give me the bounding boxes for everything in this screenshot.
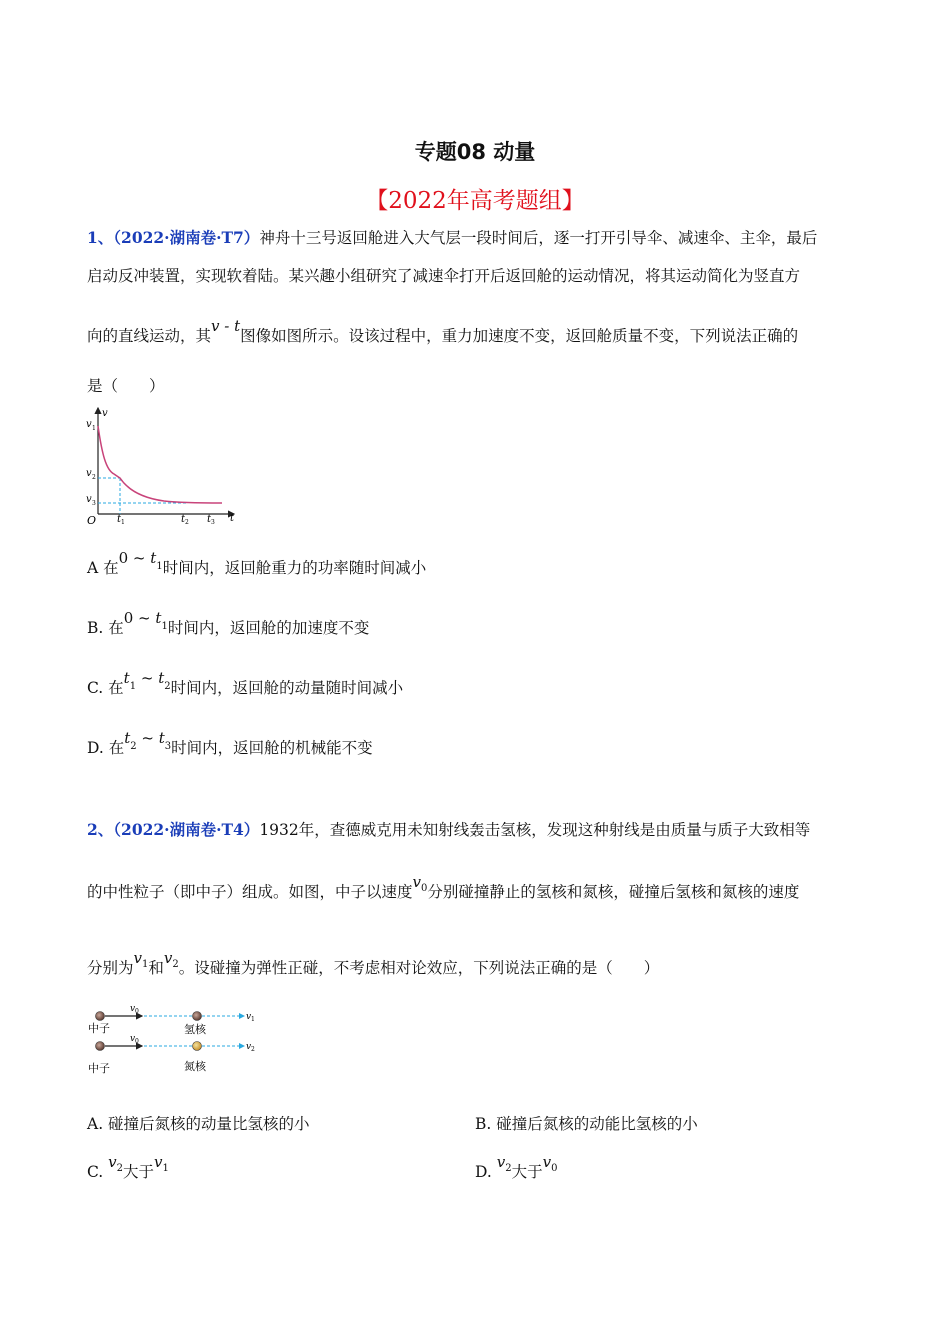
q2-text-line3a: 分别为 bbox=[87, 959, 134, 977]
v0-sub-row1: 0 bbox=[135, 1008, 139, 1015]
q2-line2 bbox=[87, 873, 867, 905]
q1-option-b-text: 时间内，返回舱的加速度不变 bbox=[167, 619, 370, 637]
q1-option-b-prefix: B. 在 bbox=[87, 619, 124, 637]
q2-number: 2、 bbox=[87, 820, 114, 839]
nitrogen-label: 氮核 bbox=[184, 1060, 206, 1073]
nitrogen-ball bbox=[193, 1042, 202, 1051]
hydrogen-ball bbox=[193, 1012, 202, 1021]
q2-v0-symbol: v bbox=[412, 873, 421, 891]
graph-v3-sub: 3 bbox=[92, 500, 96, 507]
graph-v2-sub: 2 bbox=[92, 474, 96, 481]
graph-t3-sub: 3 bbox=[211, 519, 215, 526]
neutron-ball-row2 bbox=[96, 1042, 105, 1051]
q1-option-c-tilde: ~ bbox=[136, 669, 159, 687]
q2-text-line2b: 分别碰撞静止的氢核和氮核，碰撞后氢核和氮核的速度 bbox=[427, 883, 800, 901]
q1-vt-symbol: v - t bbox=[211, 317, 241, 335]
q1-option-a-t: t bbox=[150, 549, 157, 567]
q1-option-c-sub2: 2 bbox=[164, 681, 171, 692]
q2-option-c-sub1: 1 bbox=[162, 1163, 169, 1174]
q2-option-c-v1: v bbox=[154, 1153, 163, 1171]
q2-and: 和 bbox=[148, 959, 164, 977]
graph-t1-sub: 1 bbox=[121, 519, 125, 526]
v0-label-row1: v bbox=[130, 1004, 136, 1014]
q1-option-c-prefix: C. 在 bbox=[87, 679, 124, 697]
q2-option-d-v2: v bbox=[496, 1153, 506, 1171]
q1-text-line4: 是（ ） bbox=[87, 377, 165, 395]
q2-option-d-sub0: 0 bbox=[551, 1163, 558, 1174]
q1-option-d-t1: t bbox=[124, 729, 131, 747]
q1-line3 bbox=[87, 317, 867, 346]
q1-option-d-tilde: ~ bbox=[136, 729, 159, 747]
q2-option-c-sub2: 2 bbox=[116, 1163, 124, 1174]
q1-option-c-sub1: 1 bbox=[129, 681, 137, 692]
graph-velocity-curve bbox=[98, 426, 222, 503]
graph-t2-label: t bbox=[181, 514, 186, 525]
collision-diagram bbox=[86, 1004, 266, 1080]
q2-option-d[interactable] bbox=[475, 1153, 558, 1182]
q1-option-a[interactable] bbox=[87, 549, 427, 578]
graph-t3-label: t bbox=[207, 514, 212, 525]
q2-option-d-prefix: D. bbox=[475, 1163, 492, 1181]
q1-option-b-t: t bbox=[155, 609, 162, 627]
q2-v1-sub: 1 bbox=[142, 959, 149, 970]
q2-option-c-mid: 大于 bbox=[123, 1163, 155, 1181]
graph-origin-label: O bbox=[87, 514, 97, 526]
v2-label: v bbox=[246, 1042, 252, 1052]
q2-v2-symbol: v bbox=[163, 949, 173, 967]
q1-number: 1、 bbox=[87, 228, 114, 247]
neutron-ball-row1 bbox=[96, 1012, 105, 1021]
q1-option-d-sub1: 2 bbox=[130, 741, 137, 752]
q2-option-c-prefix: C. bbox=[87, 1163, 104, 1181]
q2-line3 bbox=[87, 949, 867, 981]
q2-option-d-v0: v bbox=[542, 1153, 552, 1171]
q1-source: （2022·湖南卷·T7） bbox=[113, 228, 260, 247]
q1-line1 bbox=[87, 228, 867, 248]
graph-x-label: t bbox=[230, 513, 235, 524]
q1-option-d-sub2: 3 bbox=[164, 741, 172, 752]
hydrogen-label: 氢核 bbox=[184, 1023, 206, 1036]
graph-t1-label: t bbox=[117, 514, 122, 525]
q2-option-d-mid: 大于 bbox=[511, 1163, 543, 1181]
q1-option-d-t2: t bbox=[158, 729, 165, 747]
q2-option-c-v2: v bbox=[108, 1153, 117, 1171]
v1-label: v bbox=[246, 1012, 252, 1022]
q2-line1 bbox=[87, 820, 867, 840]
q1-option-a-from: 0 ~ bbox=[118, 549, 151, 567]
q2-text-line3b: 。设碰撞为弹性正碰，不考虑相对论效应，下列说法正确的是（ ） bbox=[178, 959, 660, 977]
graph-v2-label: v bbox=[86, 468, 92, 479]
q1-text-line3a: 向的直线运动，其 bbox=[87, 327, 212, 345]
v1-sub: 1 bbox=[251, 1016, 255, 1023]
graph-t2-sub: 2 bbox=[185, 519, 189, 526]
q1-option-c-text: 时间内，返回舱的动量随时间减小 bbox=[170, 679, 404, 697]
vt-graph bbox=[84, 402, 254, 526]
q1-option-c-t2: t bbox=[158, 669, 165, 687]
v0-label-row2: v bbox=[130, 1034, 136, 1044]
q1-option-b[interactable] bbox=[87, 609, 370, 638]
q1-option-d[interactable] bbox=[87, 729, 373, 758]
q2-text-line1: 1932年，查德威克用未知射线轰击氢核，发现这种射线是由质量与质子大致相等 bbox=[259, 821, 811, 839]
page-title: 专题08 动量 bbox=[414, 140, 536, 164]
v2-sub: 2 bbox=[251, 1046, 255, 1053]
q2-option-a[interactable]: A. 碰撞后氮核的动量比氢核的小 bbox=[87, 1115, 310, 1133]
q1-option-d-text: 时间内，返回舱的机械能不变 bbox=[171, 739, 373, 757]
q1-option-a-text: 时间内，返回舱重力的功率随时间减小 bbox=[162, 559, 427, 577]
graph-v3-label: v bbox=[86, 494, 92, 505]
q1-option-a-prefix: A 在 bbox=[87, 559, 119, 577]
graph-v1-label: v bbox=[86, 419, 92, 430]
q1-option-a-sub: 1 bbox=[156, 561, 163, 572]
q2-v2-sub: 2 bbox=[172, 959, 179, 970]
graph-y-label: v bbox=[102, 408, 108, 419]
neutron-label-row1: 中子 bbox=[88, 1022, 110, 1035]
q1-text-line1: 神舟十三号返回舱进入大气层一段时间后，逐一打开引导伞、减速伞、主伞，最后 bbox=[259, 229, 818, 247]
q2-option-c[interactable] bbox=[87, 1153, 169, 1182]
section-title: 【2022年高考题组】 bbox=[365, 188, 585, 214]
v0-sub-row2: 0 bbox=[135, 1038, 139, 1045]
q2-source: （2022·湖南卷·T4） bbox=[113, 820, 260, 839]
q1-option-d-prefix: D. 在 bbox=[87, 739, 125, 757]
q2-option-d-sub2: 2 bbox=[505, 1163, 512, 1174]
q1-text-line3b: 图像如图所示。设该过程中，重力加速度不变，返回舱质量不变，下列说法正确的 bbox=[240, 327, 799, 345]
q1-option-b-sub: 1 bbox=[161, 621, 168, 632]
q2-v0-sub: 0 bbox=[421, 883, 428, 894]
q2-v1-symbol: v bbox=[133, 949, 142, 967]
graph-v1-sub: 1 bbox=[92, 425, 96, 432]
q1-option-c-t1: t bbox=[123, 669, 130, 687]
q2-option-b[interactable]: B. 碰撞后氮核的动能比氢核的小 bbox=[475, 1115, 698, 1133]
neutron-label-row2: 中子 bbox=[88, 1062, 110, 1075]
q1-text-line2: 启动反冲装置，实现软着陆。某兴趣小组研究了减速伞打开后返回舱的运动情况，将其运动简化为竖直方 bbox=[87, 267, 801, 285]
q2-text-line2a: 的中性粒子（即中子）组成。如图，中子以速度 bbox=[87, 883, 413, 901]
q1-option-b-from: 0 ~ bbox=[123, 609, 156, 627]
q1-option-c[interactable] bbox=[87, 669, 404, 698]
